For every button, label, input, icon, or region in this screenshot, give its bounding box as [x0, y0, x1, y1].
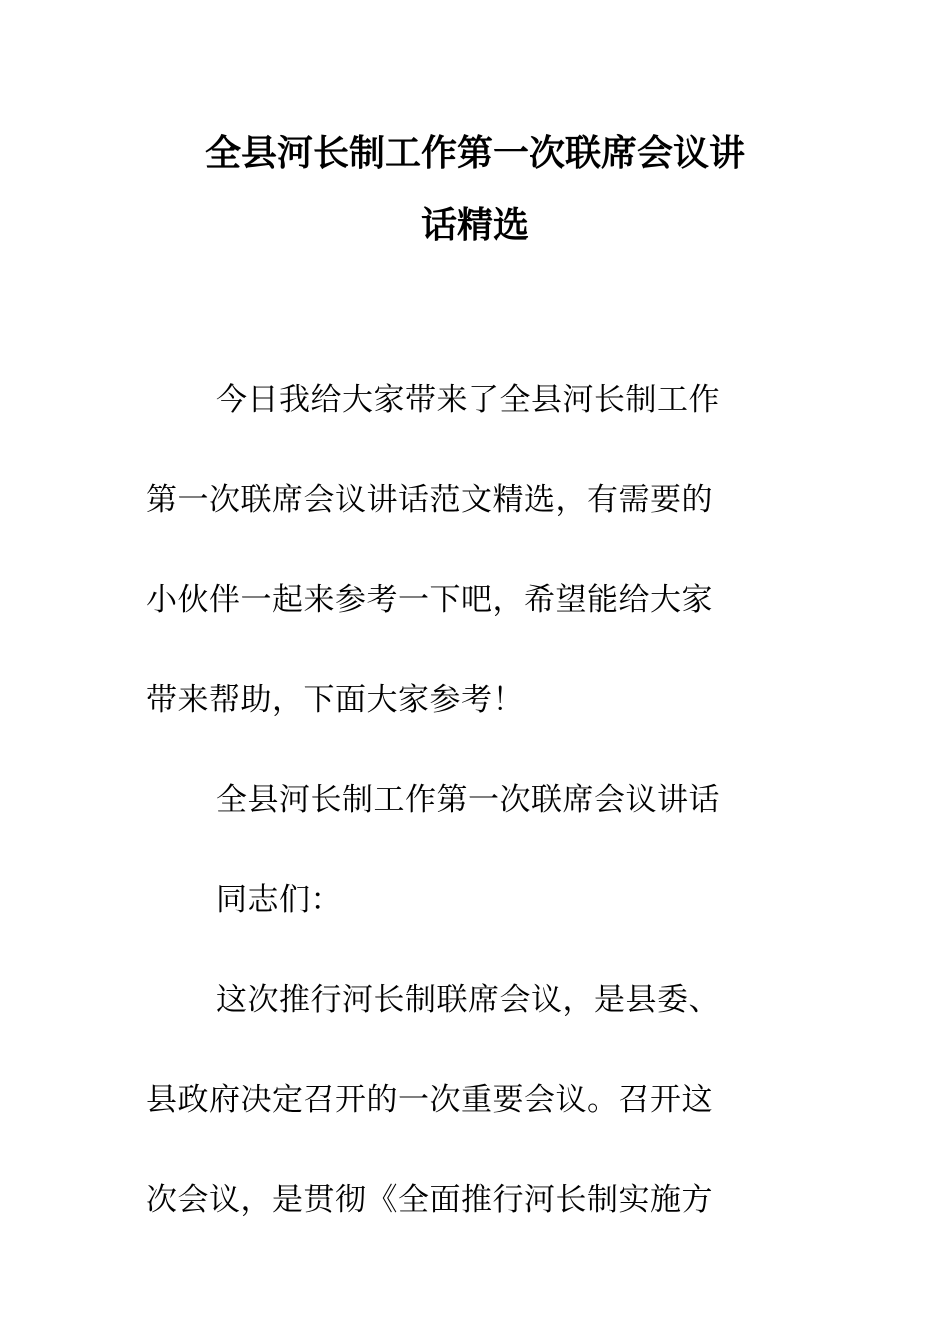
title-line-2: 话精选 [420, 205, 529, 246]
paragraph-line: 第一次联席会议讲话范文精选，有需要的 [146, 482, 713, 518]
paragraph-line: 这次推行河长制联席会议，是县委、 [216, 982, 720, 1018]
salutation: 同志们： [216, 882, 342, 918]
paragraph-line: 带来帮助，下面大家参考！ [146, 682, 524, 718]
section-heading: 全县河长制工作第一次联席会议讲话 [216, 782, 720, 818]
paragraph-line: 小伙伴一起来参考一下吧，希望能给大家 [146, 582, 713, 618]
paragraph-line: 县政府决定召开的一次重要会议。召开这 [146, 1082, 713, 1118]
document-title [150, 118, 800, 262]
title-line-1: 全县河长制工作第一次联席会议讲 [204, 133, 745, 174]
paragraph-line: 次会议，是贯彻《全面推行河长制实施方 [146, 1182, 713, 1218]
paragraph-line: 今日我给大家带来了全县河长制工作 [216, 382, 720, 418]
